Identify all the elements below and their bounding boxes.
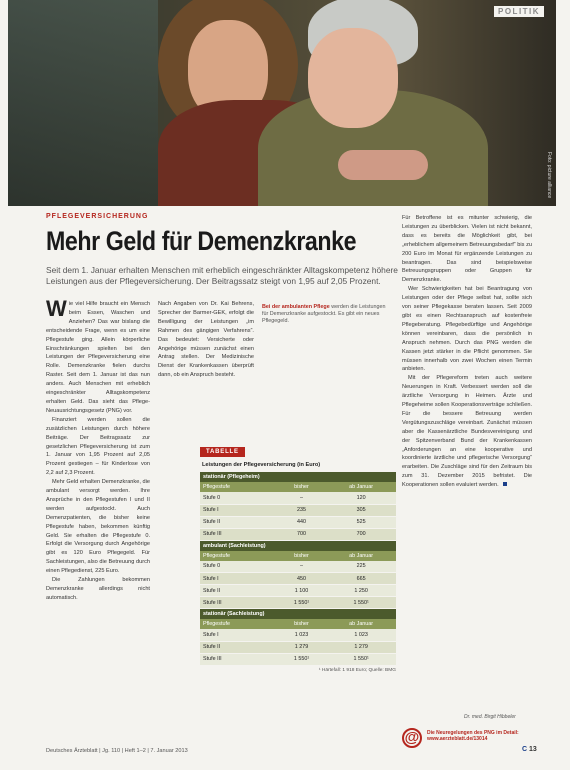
table-tag: TABELLE bbox=[200, 447, 245, 457]
lead-paragraph: Seit dem 1. Januar erhalten Menschen mit erheblich eingeschränkter Alltagskompetenz höhere Leistungen aus der Pflegeversicherung. Der Beitragssatz steigt von 1,95 auf 2,05 Prozent. bbox=[46, 265, 398, 286]
web-reference-text[interactable]: Die Neuregelungen des PNG im Detail: www.aerzteblatt.de/13014 bbox=[427, 730, 519, 743]
table-header: Pflegestufe bbox=[200, 551, 277, 561]
article-column-4 bbox=[402, 214, 532, 714]
table-row: Stufe II 440 525 bbox=[200, 516, 396, 528]
photo-credit: Foto: picture alliance bbox=[546, 151, 552, 198]
table-row: Stufe I 1 023 1 023 bbox=[200, 629, 396, 641]
table-row: Stufe III 1 550¹ 1 550¹ bbox=[200, 653, 396, 665]
article-column-2 bbox=[158, 300, 254, 440]
table-header: ab Januar bbox=[326, 619, 396, 629]
paragraph: ie viel Hilfe braucht ein Mensch beim Essen, Waschen und Anziehen? Das war bislang die entscheidende Frage, wenn es um eine Pflegestufe ging. Allein körperliche Einschränkungen spielten bei den Leistungen der Pflegeversicherung eine Rolle. Demenzkranke fielen durchs Raster. Seit dem 1. Januar ist das nun anders. Auch Menschen mit erheblich eingeschränkter Alltagskompetenz erhalten Geld. Das sieht das Pflege-Neuausrichtungsgesetz (PNG) vor. bbox=[46, 301, 150, 414]
page-footer: Deutsches Ärzteblatt | Jg. 110 | Heft 1–2 | 7. Januar 2013 bbox=[46, 748, 188, 754]
paragraph: Finanziert werden sollen die zusätzlichen Leistungen durch höhere Beiträge. Der Beitragssatz zur gesetzlichen Pflegeversicherung ist zum 1. Januar von 1,95 Prozent auf 2,05 Prozent gestiegen – für Kinderlose von 2,2 auf 2,3 Prozent. bbox=[46, 416, 150, 477]
table-row: Stufe 0 – 120 bbox=[200, 492, 396, 504]
table-body bbox=[200, 472, 396, 666]
table-section: stationär (Pflegeheim) bbox=[200, 472, 396, 482]
table-header: Pflegestufe bbox=[200, 482, 277, 492]
headline: Mehr Geld für Demenzkranke bbox=[46, 226, 357, 256]
table-row: Stufe III 700 700 bbox=[200, 528, 396, 540]
drop-cap: W bbox=[46, 300, 67, 321]
kicker: PFLEGEVERSICHERUNG bbox=[46, 213, 149, 220]
table-title: Leistungen der Pflegeversicherung (in Euro) bbox=[202, 462, 321, 468]
table-source: ¹ Härtefall: 1 918 Euro; Quelle: BMG bbox=[318, 667, 396, 673]
table-row: Stufe II 1 100 1 250 bbox=[200, 585, 396, 597]
table-section: ambulant (Sachleistung) bbox=[200, 540, 396, 551]
table-section: stationär (Sachleistung) bbox=[200, 609, 396, 620]
article-photo bbox=[8, 0, 556, 206]
end-mark-icon bbox=[503, 482, 507, 486]
table-row: Stufe II 1 279 1 279 bbox=[200, 641, 396, 653]
margin-note-text: werden die Leistungen für Demenzkranke aufgestockt. Es gibt ein neues Pflegegeld. bbox=[262, 304, 386, 324]
page-number: C 13 bbox=[522, 746, 537, 753]
table-row: Stufe 0 – 225 bbox=[200, 561, 396, 573]
paragraph: Mit der Pflegereform treten auch weitere Neuerungen in Kraft. Verbessert werden soll die ärztliche Versorgung in Heimen. Ärzte und Pflegeheime sollen Kooperationsverträge schließen. Für die bessere Betreuung werden Vergütungszuschläge vereinbart. Zunächst müssen aber die Kassenärztliche Bundesvereinigung und der Spitzenverband Bund der Krankenkassen „Anforderungen an eine kooperative und koordinierte ärztliche und pflegerische Versorgung“ erarbeiten. Die Zuschläge sind für den Zeitraum bis zum 31. Dezember 2015 befristet. Die Kooperationen sollen evaluiert werden. bbox=[402, 375, 532, 489]
paragraph: Für Betroffene ist es mitunter schwierig, die Leistungen zu überblicken. Vielen ist nicht bekannt, dass es bereits die Möglichkeit gibt, bei „erheblichem allgemeinem Betreuungsbedarf“ bis zu 200 Euro im Monat für ergänzende Leistungen zu beantragen. Das sind beispielsweise Betreuungsgruppen oder Gruppen für Demenzkranke. bbox=[402, 215, 532, 284]
benefits-table bbox=[200, 440, 396, 673]
margin-note-bold: Bei der ambulanten Pflege bbox=[262, 304, 330, 310]
table-header: ab Januar bbox=[326, 482, 396, 492]
table-row: Stufe I 450 665 bbox=[200, 573, 396, 585]
paragraph: Nach Angaben von Dr. Kai Behrens, Sprecher der Barmer-GEK, erfolgt die Bewilligung der Leistungen „im Rahmen des gängigen Verfahrens“. Das bedeutet: Versicherte oder Angehörige müssen zunächst einen Antrag stellen. Der Medizinische Dienst der Krankenkassen überprüft dann, ob ein Anspruch besteht. bbox=[158, 301, 254, 379]
table-header: ab Januar bbox=[326, 551, 396, 561]
paragraph: Die Zahlungen bekommen Demenzkranke allerdings nicht automatisch. bbox=[46, 577, 150, 601]
paragraph: Wer Schwierigkeiten hat bei Beantragung von Leistungen oder der Pflege selbst hat, sollte sich von seiner Pflegekasse beraten lassen. Seit 2009 gibt es einen Rechtsanspruch auf kostenfreie Pflegeberatung. Pflegebedürftige und Angehörige können vereinbaren, dass die persönlich in Anspruch nehmen. Durch das PNG werden die Kassen jetzt stärker in die Pflicht genommen. Sie müssen innerhalb von zwei Wochen einen Termin anbieten. bbox=[402, 286, 532, 373]
table-row: Stufe I 235 305 bbox=[200, 504, 396, 516]
at-sign-icon: @ bbox=[402, 728, 422, 748]
paragraph: Mehr Geld erhalten Demenzkranke, die ambulant versorgt werden. Ihre Ansprüche in den Pflegestufen I und II werden aufgestockt. Auch Demenzpatienten, die bisher keine Pflegestufe haben, bekommen künftig Geld. Sie erhalten die Pflegestufe 0. Erfolgt die Versorgung durch Angehörige gibt es 120 Euro Pflegegeld. Für Sachleistungen, also die Betreuung durch einen Pflegedienst, 225 Euro. bbox=[46, 479, 150, 575]
table-header: bisher bbox=[277, 619, 327, 629]
table-header: Pflegestufe bbox=[200, 619, 277, 629]
section-label: POLITIK bbox=[494, 6, 544, 17]
author-byline: Dr. med. Birgit Hibbeler bbox=[464, 714, 516, 720]
article-column-1 bbox=[46, 300, 150, 728]
table-header: bisher bbox=[277, 551, 327, 561]
table-header: bisher bbox=[277, 482, 327, 492]
table-row: Stufe III 1 550¹ 1 550¹ bbox=[200, 597, 396, 609]
margin-note bbox=[262, 304, 392, 325]
